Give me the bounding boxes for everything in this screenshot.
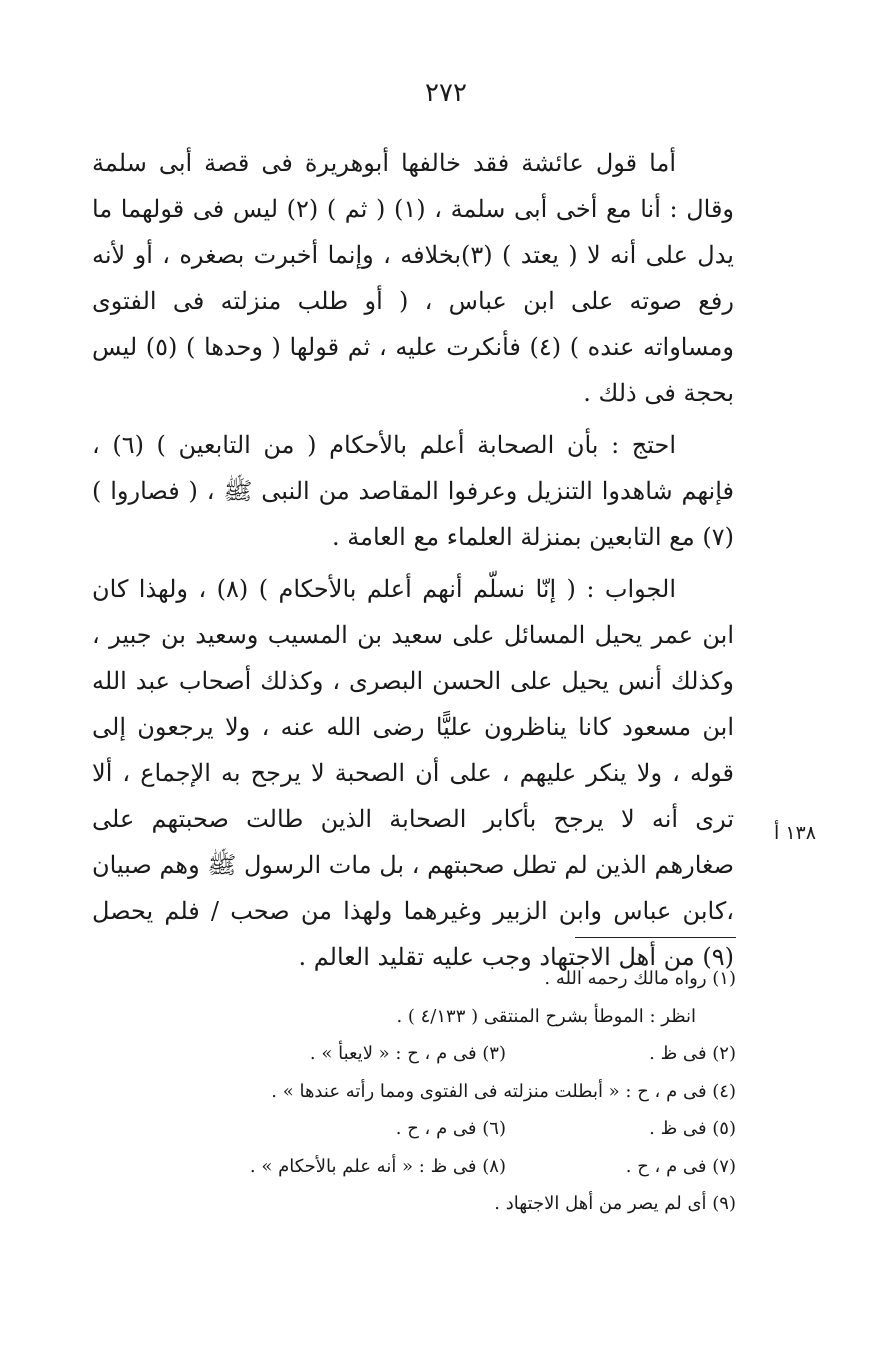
footnote-5: (٥) فى ظ . xyxy=(649,1118,736,1139)
footnote-row-2-3 xyxy=(150,1035,736,1073)
footnote-8: (٨) فى ظ : « أنه علم بالأحكام » . xyxy=(249,1155,506,1177)
footnote-row-1-cont xyxy=(150,998,736,1036)
page-number: ٢٧٢ xyxy=(425,78,467,108)
footnote-7: (٧) فى م ، ح . xyxy=(625,1155,736,1177)
main-text-body xyxy=(92,140,734,986)
footnote-3: (٣) فى م ، ح : « لايعبأ » . xyxy=(309,1043,506,1064)
footnote-1-continuation: انظر : الموطأ بشرح المنتقى ( ٤/١٣٣ ) . xyxy=(396,1005,696,1027)
footnote-row-9 xyxy=(150,1185,736,1223)
footnote-9: (٩) أى لم يصر من أهل الاجتهاد . xyxy=(494,1193,736,1214)
footnote-row-7-8 xyxy=(150,1148,736,1186)
footnote-separator xyxy=(575,937,736,938)
footnote-row-4 xyxy=(150,1073,736,1111)
paragraph-argument: احتج : بأن الصحابة أعلم بالأحكام ( من التابعين ) (٦) ، فإنهم شاهدوا التنزيل وعرفوا المقاصد من النبى ﷺ ، ( فصاروا ) (٧) مع التابعين بمنزلة العلماء مع العامة . xyxy=(92,431,734,551)
paragraph-answer: الجواب : ( إنّا نسلّم أنهم أعلم بالأحكام ) (٨) ، ولهذا كان ابن عمر يحيل المسائل على سعيد بن المسيب وسعيد بن جبير ، وكذلك أنس يحيل على الحسن البصرى ، وكذلك أصحاب عبد الله ابن مسعود كانا يناظرون عليًّا رضى الله عنه ، ولا يرجعون إلى قوله ، ولا ينكر عليهم ، على أن الصحبة لا يرجح به الإجماع ، ألا ترى أنه لا يرجح بأكابر الصحابة الذين طالت صحبتهم على صغارهم الذين لم تطل صحبتهم ، بل مات الرسول ﷺ وهم صبيان ،كابن عباس وابن الزبير وغيرهما ولهذا من صحب / فلم يحصل (٩) من أهل الاجتهاد وجب عليه تقليد العالم . xyxy=(92,575,735,971)
footnote-4: (٤) فى م ، ح : « أبطلت منزلته فى الفتوى ومما رأته عندها » . xyxy=(271,1080,736,1102)
footnote-row-5-6 xyxy=(150,1110,736,1148)
footnote-1: (١) رواه مالك رحمه الله . xyxy=(544,968,736,989)
footnote-row-1 xyxy=(150,960,736,998)
paragraph-aisha-statement: أما قول عائشة فقد خالفها أبوهريرة فى قصة أبى سلمة وقال : أنا مع أخى أبى سلمة ، (١) ( ثم ) (٢) ليس فى قولهما ما يدل على أنه لا ( يعتد ) (٣)بخلافه ، وإنما أخبرت بصغره ، أو لأنه رفع صوته على ابن عباس ، ( أو طلب منزلته فى الفتوى ومساواته عنده ) (٤) فأنكرت عليه ، ثم قولها ( وحدها ) (٥) ليس بحجة فى ذلك . xyxy=(92,149,734,407)
footnote-2: (٢) فى ظ . xyxy=(649,1043,736,1064)
margin-folio-note: ١٣٨ أ xyxy=(774,822,816,844)
footnote-6: (٦) فى م ، ح . xyxy=(395,1118,506,1139)
footnotes xyxy=(150,960,736,1223)
